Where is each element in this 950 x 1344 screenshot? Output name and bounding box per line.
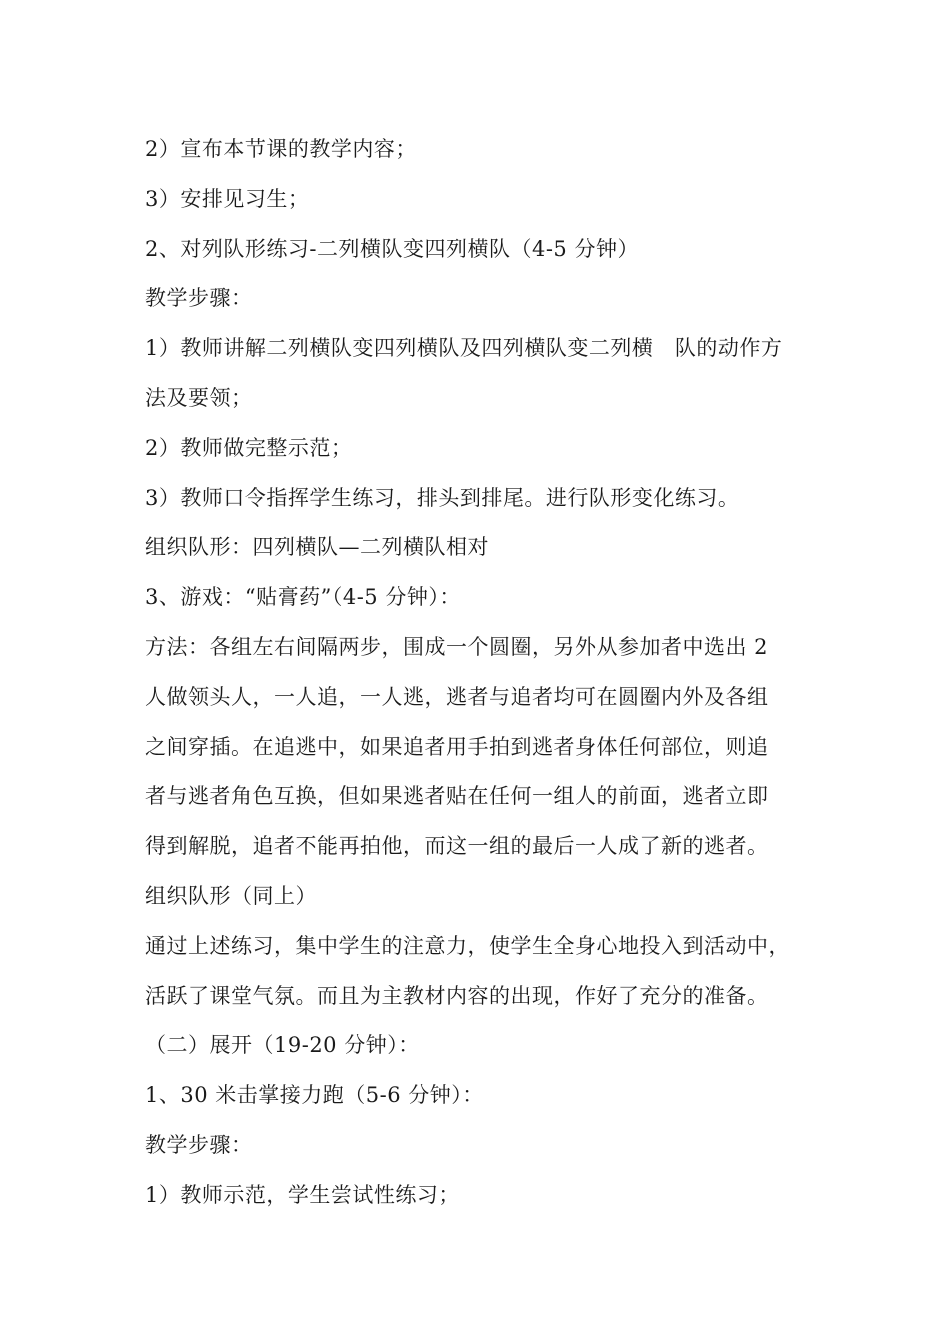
text-line: 1）教师讲解二列横队变四列横队及四列横队变二列横 队的动作方 xyxy=(145,336,783,361)
text-line: 教学步骤： xyxy=(145,286,253,311)
text-line: 组织队形：四列横队—二列横队相对 xyxy=(145,535,489,560)
paragraph-line: 通过上述练习，集中学生的注意力，使学生全身心地投入到活动中， xyxy=(145,933,790,958)
paragraph-line: 者与逃者角色互换，但如果逃者贴在任何一组人的前面，逃者立即 xyxy=(145,784,769,809)
section-heading: 3、游戏：“贴膏药”（4-5 分钟）： xyxy=(145,585,461,610)
text-line: 3）教师口令指挥学生练习，排头到排尾。进行队形变化练习。 xyxy=(145,485,740,510)
paragraph-line: 之间穿插。在追逃中，如果追者用手拍到逃者身体任何部位，则追 xyxy=(145,734,769,759)
text-line: 组织队形（同上） xyxy=(145,883,317,908)
document-body xyxy=(145,125,810,1221)
section-heading: （二）展开（19-20 分钟）： xyxy=(145,1033,420,1058)
paragraph-line: 得到解脱，追者不能再拍他，而这一组的最后一人成了新的逃者。 xyxy=(145,834,769,859)
text-line: 2）宣布本节课的教学内容； xyxy=(145,137,417,161)
text-line: 法及要领； xyxy=(145,385,253,410)
section-heading: 1、30 米击掌接力跑（5-6 分钟）： xyxy=(145,1083,484,1108)
paragraph-line: 人做领头人，一人追，一人逃，逃者与追者均可在圆圈内外及各组 xyxy=(145,684,769,709)
paragraph-line: 方法：各组左右间隔两步，围成一个圆圈，另外从参加者中选出 2 xyxy=(145,634,769,659)
section-heading: 2、对列队形练习-二列横队变四列横队（4-5 分钟） xyxy=(145,236,639,261)
text-line: 2）教师做完整示范； xyxy=(145,435,353,460)
text-line: 3）安排见习生； xyxy=(145,186,310,211)
text-line: 教学步骤： xyxy=(145,1132,253,1157)
paragraph-line: 活跃了课堂气氛。而且为主教材内容的出现，作好了充分的准备。 xyxy=(145,983,769,1008)
text-line: 1）教师示范，学生尝试性练习； xyxy=(145,1182,460,1207)
